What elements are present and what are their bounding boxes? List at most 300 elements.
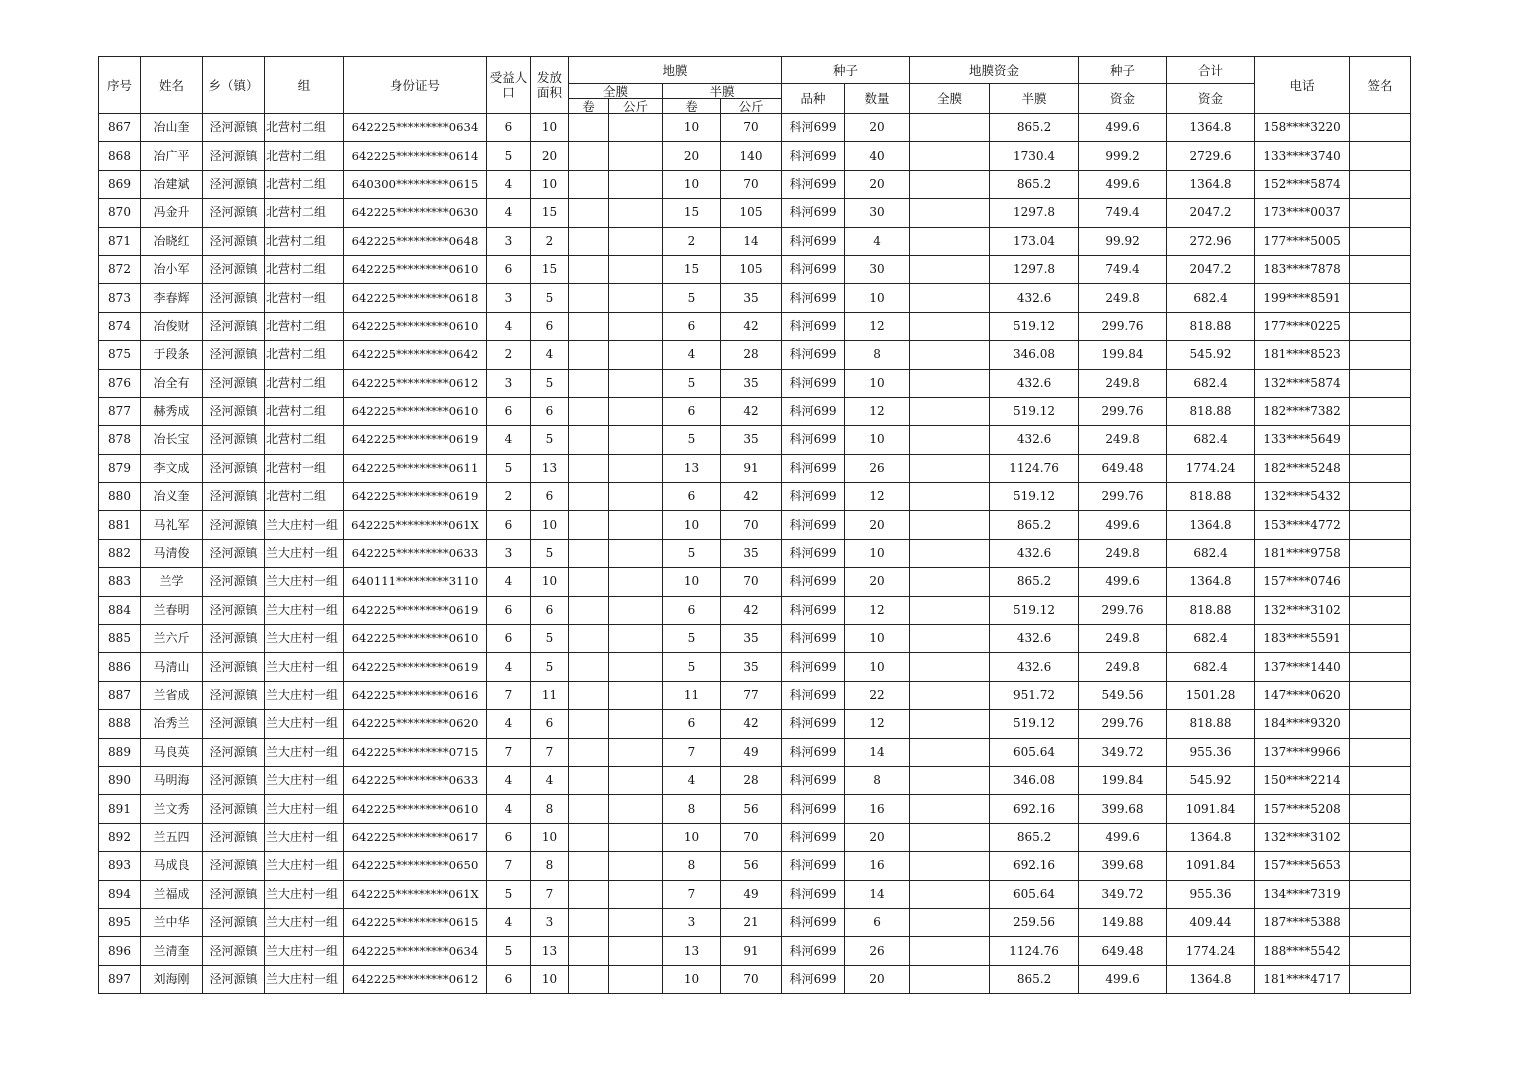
cell-seed-fund: 499.6: [1079, 568, 1167, 596]
cell-total-fund: 1364.8: [1167, 965, 1255, 993]
cell-group: 北营村二组: [265, 142, 344, 170]
cell-name: 马明海: [141, 766, 203, 794]
cell-name: 冶小军: [141, 255, 203, 283]
cell-total-fund: 682.4: [1167, 625, 1255, 653]
cell-total-fund: 955.36: [1167, 880, 1255, 908]
cell-full-kg: [609, 312, 663, 340]
cell-id-number: 642225*********0619: [344, 483, 487, 511]
cell-variety: 科河699: [782, 766, 845, 794]
cell-full-roll: [569, 738, 609, 766]
cell-seq: 872: [99, 255, 141, 283]
cell-qty: 30: [845, 255, 910, 283]
cell-fund-full-film: [910, 483, 990, 511]
table-header: [99, 57, 1411, 114]
header-qty: 数量: [845, 84, 910, 114]
cell-sign: [1350, 227, 1411, 255]
cell-full-kg: [609, 852, 663, 880]
cell-seq: 887: [99, 681, 141, 709]
cell-phone: 152****5874: [1255, 170, 1350, 198]
table-row: [99, 255, 1411, 283]
cell-total-fund: 682.4: [1167, 284, 1255, 312]
cell-qty: 26: [845, 454, 910, 482]
cell-full-roll: [569, 710, 609, 738]
cell-total-fund: 1364.8: [1167, 114, 1255, 142]
cell-fund-half-film: 865.2: [990, 170, 1079, 198]
cell-variety: 科河699: [782, 511, 845, 539]
cell-town: 泾河源镇: [203, 170, 265, 198]
cell-full-kg: [609, 142, 663, 170]
cell-area: 10: [531, 568, 569, 596]
cell-full-kg: [609, 908, 663, 936]
table-row: [99, 852, 1411, 880]
cell-seq: 892: [99, 823, 141, 851]
cell-fund-half-film: 951.72: [990, 681, 1079, 709]
cell-name: 马礼军: [141, 511, 203, 539]
cell-group: 北营村二组: [265, 199, 344, 227]
cell-phone: 177****5005: [1255, 227, 1350, 255]
cell-fund-full-film: [910, 653, 990, 681]
cell-name: 冶长宝: [141, 426, 203, 454]
cell-total-fund: 818.88: [1167, 397, 1255, 425]
cell-id-number: 642225*********0619: [344, 426, 487, 454]
cell-seq: 878: [99, 426, 141, 454]
cell-qty: 20: [845, 114, 910, 142]
cell-town: 泾河源镇: [203, 397, 265, 425]
table-row: [99, 568, 1411, 596]
cell-group: 兰大庄村一组: [265, 937, 344, 965]
cell-id-number: 640111*********3110: [344, 568, 487, 596]
header-beneficiaries: 受益人口: [487, 57, 531, 114]
cell-id-number: 642225*********0618: [344, 284, 487, 312]
cell-half-kg: 70: [721, 568, 782, 596]
header-area: 发放面积: [531, 57, 569, 114]
cell-seq: 875: [99, 341, 141, 369]
cell-qty: 12: [845, 312, 910, 340]
cell-beneficiaries: 4: [487, 568, 531, 596]
cell-full-roll: [569, 880, 609, 908]
cell-full-roll: [569, 823, 609, 851]
cell-id-number: 642225*********0610: [344, 795, 487, 823]
table-row: [99, 170, 1411, 198]
cell-id-number: 642225*********0614: [344, 142, 487, 170]
cell-full-roll: [569, 511, 609, 539]
cell-qty: 16: [845, 852, 910, 880]
cell-seq: 884: [99, 596, 141, 624]
cell-phone: 132****3102: [1255, 596, 1350, 624]
cell-group: 兰大庄村一组: [265, 795, 344, 823]
cell-seq: 870: [99, 199, 141, 227]
cell-phone: 132****3102: [1255, 823, 1350, 851]
cell-group: 兰大庄村一组: [265, 596, 344, 624]
cell-area: 4: [531, 341, 569, 369]
cell-seed-fund: 499.6: [1079, 823, 1167, 851]
cell-total-fund: 409.44: [1167, 908, 1255, 936]
cell-fund-full-film: [910, 199, 990, 227]
cell-full-roll: [569, 454, 609, 482]
cell-town: 泾河源镇: [203, 199, 265, 227]
cell-sign: [1350, 312, 1411, 340]
cell-full-roll: [569, 114, 609, 142]
cell-half-roll: 15: [663, 255, 721, 283]
cell-id-number: 642225*********0610: [344, 312, 487, 340]
header-phone: 电话: [1255, 57, 1350, 114]
cell-full-roll: [569, 539, 609, 567]
cell-sign: [1350, 568, 1411, 596]
cell-sign: [1350, 369, 1411, 397]
cell-total-fund: 818.88: [1167, 483, 1255, 511]
cell-fund-full-film: [910, 795, 990, 823]
cell-sign: [1350, 937, 1411, 965]
cell-variety: 科河699: [782, 937, 845, 965]
cell-full-roll: [569, 653, 609, 681]
cell-variety: 科河699: [782, 227, 845, 255]
cell-group: 兰大庄村一组: [265, 539, 344, 567]
cell-half-roll: 6: [663, 596, 721, 624]
cell-full-kg: [609, 511, 663, 539]
cell-id-number: 642225*********0633: [344, 539, 487, 567]
cell-town: 泾河源镇: [203, 539, 265, 567]
cell-beneficiaries: 4: [487, 170, 531, 198]
cell-half-roll: 10: [663, 170, 721, 198]
cell-area: 6: [531, 483, 569, 511]
cell-town: 泾河源镇: [203, 738, 265, 766]
cell-name: 李文成: [141, 454, 203, 482]
cell-fund-half-film: 692.16: [990, 852, 1079, 880]
cell-seq: 877: [99, 397, 141, 425]
cell-half-kg: 105: [721, 199, 782, 227]
cell-variety: 科河699: [782, 397, 845, 425]
cell-seed-fund: 399.68: [1079, 852, 1167, 880]
cell-variety: 科河699: [782, 199, 845, 227]
cell-id-number: 642225*********061X: [344, 880, 487, 908]
cell-sign: [1350, 596, 1411, 624]
cell-full-kg: [609, 596, 663, 624]
cell-full-kg: [609, 199, 663, 227]
cell-variety: 科河699: [782, 341, 845, 369]
cell-variety: 科河699: [782, 114, 845, 142]
cell-name: 冶义奎: [141, 483, 203, 511]
cell-half-kg: 56: [721, 852, 782, 880]
cell-phone: 181****4717: [1255, 965, 1350, 993]
table-row: [99, 908, 1411, 936]
cell-full-kg: [609, 426, 663, 454]
cell-full-kg: [609, 738, 663, 766]
cell-seed-fund: 399.68: [1079, 795, 1167, 823]
cell-full-kg: [609, 255, 663, 283]
cell-sign: [1350, 539, 1411, 567]
cell-variety: 科河699: [782, 625, 845, 653]
cell-id-number: 642225*********0616: [344, 681, 487, 709]
header-town: 乡（镇）: [203, 57, 265, 114]
cell-full-kg: [609, 568, 663, 596]
cell-fund-full-film: [910, 341, 990, 369]
cell-beneficiaries: 6: [487, 625, 531, 653]
table-row: [99, 766, 1411, 794]
cell-beneficiaries: 6: [487, 823, 531, 851]
table-row: [99, 142, 1411, 170]
cell-town: 泾河源镇: [203, 880, 265, 908]
cell-area: 6: [531, 312, 569, 340]
cell-seed-fund: 249.8: [1079, 369, 1167, 397]
cell-fund-half-film: 1297.8: [990, 255, 1079, 283]
cell-name: 赫秀成: [141, 397, 203, 425]
cell-area: 5: [531, 426, 569, 454]
cell-seed-fund: 299.76: [1079, 312, 1167, 340]
cell-qty: 10: [845, 284, 910, 312]
cell-phone: 184****9320: [1255, 710, 1350, 738]
cell-qty: 10: [845, 539, 910, 567]
header-film: 地膜: [569, 57, 782, 84]
cell-variety: 科河699: [782, 483, 845, 511]
cell-area: 10: [531, 823, 569, 851]
cell-group: 北营村二组: [265, 397, 344, 425]
cell-phone: 157****5653: [1255, 852, 1350, 880]
cell-half-roll: 20: [663, 142, 721, 170]
cell-total-fund: 2047.2: [1167, 255, 1255, 283]
cell-area: 13: [531, 937, 569, 965]
cell-qty: 30: [845, 199, 910, 227]
cell-area: 2: [531, 227, 569, 255]
cell-full-kg: [609, 284, 663, 312]
cell-half-roll: 5: [663, 426, 721, 454]
header-film-fund: 地膜资金: [910, 57, 1079, 84]
cell-total-fund: 272.96: [1167, 227, 1255, 255]
cell-phone: 137****9966: [1255, 738, 1350, 766]
cell-half-kg: 42: [721, 710, 782, 738]
cell-half-roll: 4: [663, 341, 721, 369]
cell-half-roll: 10: [663, 965, 721, 993]
cell-fund-full-film: [910, 937, 990, 965]
cell-town: 泾河源镇: [203, 653, 265, 681]
cell-seed-fund: 99.92: [1079, 227, 1167, 255]
cell-phone: 132****5432: [1255, 483, 1350, 511]
cell-group: 北营村一组: [265, 284, 344, 312]
cell-half-roll: 4: [663, 766, 721, 794]
cell-seq: 882: [99, 539, 141, 567]
cell-sign: [1350, 653, 1411, 681]
cell-fund-full-film: [910, 114, 990, 142]
cell-group: 兰大庄村一组: [265, 653, 344, 681]
cell-half-roll: 10: [663, 568, 721, 596]
cell-sign: [1350, 965, 1411, 993]
cell-seq: 886: [99, 653, 141, 681]
cell-seq: 885: [99, 625, 141, 653]
cell-half-roll: 6: [663, 312, 721, 340]
cell-area: 7: [531, 738, 569, 766]
cell-half-kg: 35: [721, 284, 782, 312]
cell-sign: [1350, 255, 1411, 283]
cell-variety: 科河699: [782, 312, 845, 340]
cell-name: 冶广平: [141, 142, 203, 170]
cell-area: 8: [531, 852, 569, 880]
cell-town: 泾河源镇: [203, 341, 265, 369]
cell-fund-half-film: 432.6: [990, 653, 1079, 681]
cell-full-roll: [569, 625, 609, 653]
cell-half-kg: 35: [721, 625, 782, 653]
cell-town: 泾河源镇: [203, 426, 265, 454]
cell-phone: 183****5591: [1255, 625, 1350, 653]
cell-half-kg: 42: [721, 483, 782, 511]
cell-half-roll: 5: [663, 653, 721, 681]
cell-phone: 173****0037: [1255, 199, 1350, 227]
cell-beneficiaries: 3: [487, 227, 531, 255]
cell-town: 泾河源镇: [203, 284, 265, 312]
cell-variety: 科河699: [782, 908, 845, 936]
table-row: [99, 284, 1411, 312]
cell-phone: 158****3220: [1255, 114, 1350, 142]
cell-total-fund: 682.4: [1167, 653, 1255, 681]
cell-phone: 182****5248: [1255, 454, 1350, 482]
cell-seed-fund: 499.6: [1079, 511, 1167, 539]
cell-fund-full-film: [910, 170, 990, 198]
cell-full-kg: [609, 795, 663, 823]
cell-name: 兰福成: [141, 880, 203, 908]
cell-area: 10: [531, 114, 569, 142]
cell-town: 泾河源镇: [203, 142, 265, 170]
cell-town: 泾河源镇: [203, 255, 265, 283]
cell-half-kg: 28: [721, 766, 782, 794]
cell-phone: 182****7382: [1255, 397, 1350, 425]
cell-full-roll: [569, 937, 609, 965]
cell-group: 北营村二组: [265, 170, 344, 198]
cell-seed-fund: 249.8: [1079, 539, 1167, 567]
cell-qty: 16: [845, 795, 910, 823]
cell-fund-full-film: [910, 142, 990, 170]
cell-full-kg: [609, 454, 663, 482]
cell-area: 5: [531, 539, 569, 567]
cell-variety: 科河699: [782, 823, 845, 851]
cell-full-kg: [609, 625, 663, 653]
cell-name: 兰中华: [141, 908, 203, 936]
cell-total-fund: 682.4: [1167, 539, 1255, 567]
cell-fund-full-film: [910, 880, 990, 908]
cell-fund-full-film: [910, 710, 990, 738]
cell-sign: [1350, 341, 1411, 369]
cell-half-kg: 49: [721, 880, 782, 908]
cell-variety: 科河699: [782, 710, 845, 738]
cell-group: 北营村一组: [265, 454, 344, 482]
cell-seed-fund: 149.88: [1079, 908, 1167, 936]
cell-id-number: 642225*********0715: [344, 738, 487, 766]
header-total-fund: 资金: [1167, 84, 1255, 114]
cell-name: 兰清奎: [141, 937, 203, 965]
cell-id-number: 642225*********0612: [344, 369, 487, 397]
header-half-kg: 公斤: [721, 99, 782, 114]
header-name: 姓名: [141, 57, 203, 114]
cell-seq: 869: [99, 170, 141, 198]
cell-name: 冶山奎: [141, 114, 203, 142]
cell-full-roll: [569, 199, 609, 227]
cell-name: 冶全有: [141, 369, 203, 397]
cell-full-roll: [569, 852, 609, 880]
cell-group: 北营村二组: [265, 312, 344, 340]
cell-variety: 科河699: [782, 965, 845, 993]
cell-phone: 199****8591: [1255, 284, 1350, 312]
cell-variety: 科河699: [782, 369, 845, 397]
cell-fund-full-film: [910, 625, 990, 653]
cell-group: 北营村二组: [265, 255, 344, 283]
cell-group: 兰大庄村一组: [265, 511, 344, 539]
cell-seq: 881: [99, 511, 141, 539]
cell-qty: 10: [845, 369, 910, 397]
cell-name: 兰六斤: [141, 625, 203, 653]
cell-beneficiaries: 5: [487, 454, 531, 482]
cell-town: 泾河源镇: [203, 227, 265, 255]
table-row: [99, 795, 1411, 823]
cell-id-number: 642225*********061X: [344, 511, 487, 539]
cell-variety: 科河699: [782, 653, 845, 681]
cell-total-fund: 1091.84: [1167, 795, 1255, 823]
cell-qty: 10: [845, 625, 910, 653]
table-row: [99, 369, 1411, 397]
cell-half-roll: 15: [663, 199, 721, 227]
header-full-film: 全膜: [569, 84, 663, 99]
cell-town: 泾河源镇: [203, 937, 265, 965]
cell-sign: [1350, 426, 1411, 454]
cell-total-fund: 682.4: [1167, 426, 1255, 454]
cell-group: 兰大庄村一组: [265, 965, 344, 993]
cell-half-kg: 70: [721, 170, 782, 198]
header-seed-group: 种子: [1079, 57, 1167, 84]
header-half-roll: 卷: [663, 99, 721, 114]
header-group: 组: [265, 57, 344, 114]
cell-half-kg: 70: [721, 823, 782, 851]
cell-fund-half-film: 432.6: [990, 625, 1079, 653]
cell-phone: 183****7878: [1255, 255, 1350, 283]
cell-fund-half-film: 432.6: [990, 369, 1079, 397]
cell-qty: 20: [845, 511, 910, 539]
cell-qty: 22: [845, 681, 910, 709]
cell-seq: 883: [99, 568, 141, 596]
cell-variety: 科河699: [782, 255, 845, 283]
cell-name: 冶建斌: [141, 170, 203, 198]
cell-half-kg: 35: [721, 653, 782, 681]
cell-half-roll: 13: [663, 454, 721, 482]
cell-half-kg: 42: [721, 596, 782, 624]
cell-seq: 880: [99, 483, 141, 511]
cell-fund-full-film: [910, 511, 990, 539]
cell-half-roll: 3: [663, 908, 721, 936]
cell-full-roll: [569, 312, 609, 340]
cell-half-roll: 6: [663, 397, 721, 425]
cell-town: 泾河源镇: [203, 483, 265, 511]
cell-half-roll: 10: [663, 114, 721, 142]
cell-beneficiaries: 4: [487, 766, 531, 794]
cell-name: 马良英: [141, 738, 203, 766]
distribution-table: [98, 56, 1411, 994]
cell-variety: 科河699: [782, 880, 845, 908]
cell-total-fund: 1774.24: [1167, 454, 1255, 482]
cell-full-roll: [569, 681, 609, 709]
cell-qty: 10: [845, 426, 910, 454]
cell-name: 冶晓红: [141, 227, 203, 255]
cell-area: 13: [531, 454, 569, 482]
header-fund-full-film: 全膜: [910, 84, 990, 114]
cell-half-roll: 5: [663, 625, 721, 653]
cell-beneficiaries: 3: [487, 539, 531, 567]
cell-full-roll: [569, 568, 609, 596]
cell-beneficiaries: 3: [487, 369, 531, 397]
cell-qty: 20: [845, 568, 910, 596]
cell-qty: 8: [845, 766, 910, 794]
cell-half-kg: 105: [721, 255, 782, 283]
cell-sign: [1350, 880, 1411, 908]
cell-half-roll: 5: [663, 369, 721, 397]
header-total: 合计: [1167, 57, 1255, 84]
cell-area: 6: [531, 710, 569, 738]
table-row: [99, 114, 1411, 142]
cell-phone: 188****5542: [1255, 937, 1350, 965]
